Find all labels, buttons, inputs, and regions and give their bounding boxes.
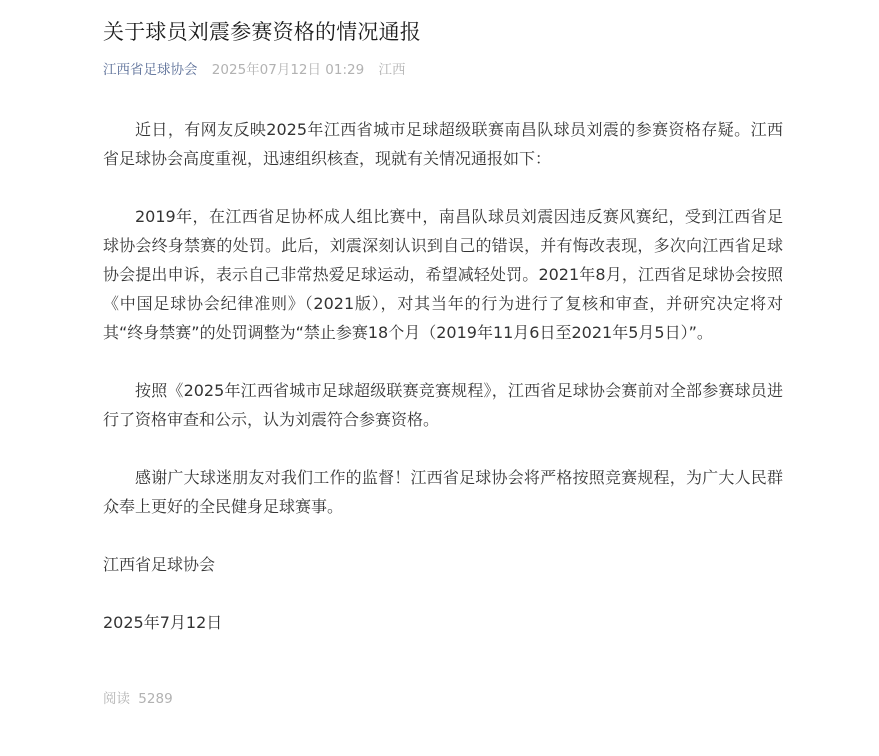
paragraph-2: 2019年，在江西省足协杯成人组比赛中，南昌队球员刘震因违反赛风赛纪，受到江西省足球协会终身禁赛的处罚。此后，刘震深刻认识到自己的错误，并有悔改表现，多次向江西省足球协会提出申诉，表示自己非常热爱足球运动，希望减轻处罚。2021年8月，江西省足球协会按照《中国足球协会纪律准则》（2021版），对其当年的行为进行了复核和审查，并研究决定将对其“终身禁赛”的处罚调整为“禁止参赛18个月（2019年11月6日至2021年5月5日）”。: [103, 207, 783, 342]
article-meta: [103, 59, 783, 81]
publish-location: 江西: [378, 62, 406, 78]
signature-date: 2025年7月12日: [103, 613, 223, 632]
paragraph-4: 感谢广大球迷朋友对我们工作的监督！江西省足球协会将严格按照竞赛规程，为广大人民群众奉上更好的全民健身足球赛事。: [103, 468, 783, 516]
read-number: 5289: [138, 691, 173, 707]
article: [103, 14, 783, 666]
article-title: 关于球员刘震参赛资格的情况通报: [103, 20, 421, 44]
read-count: [103, 688, 173, 710]
publish-time: 2025年07月12日 01:29: [211, 62, 365, 78]
author-link[interactable]: 江西省足球协会: [103, 62, 198, 78]
paragraph-1: 近日，有网友反映2025年江西省城市足球超级联赛南昌队球员刘震的参赛资格存疑。江西省足球协会高度重视，迅速组织核查，现就有关情况通报如下：: [103, 120, 783, 168]
paragraph-3: 按照《2025年江西省城市足球超级联赛竞赛规程》，江西省足球协会赛前对全部参赛球员进行了资格审查和公示，认为刘震符合参赛资格。: [103, 381, 783, 429]
article-content: [103, 115, 783, 637]
signature: 江西省足球协会: [103, 555, 216, 574]
read-label: 阅读: [103, 691, 130, 707]
